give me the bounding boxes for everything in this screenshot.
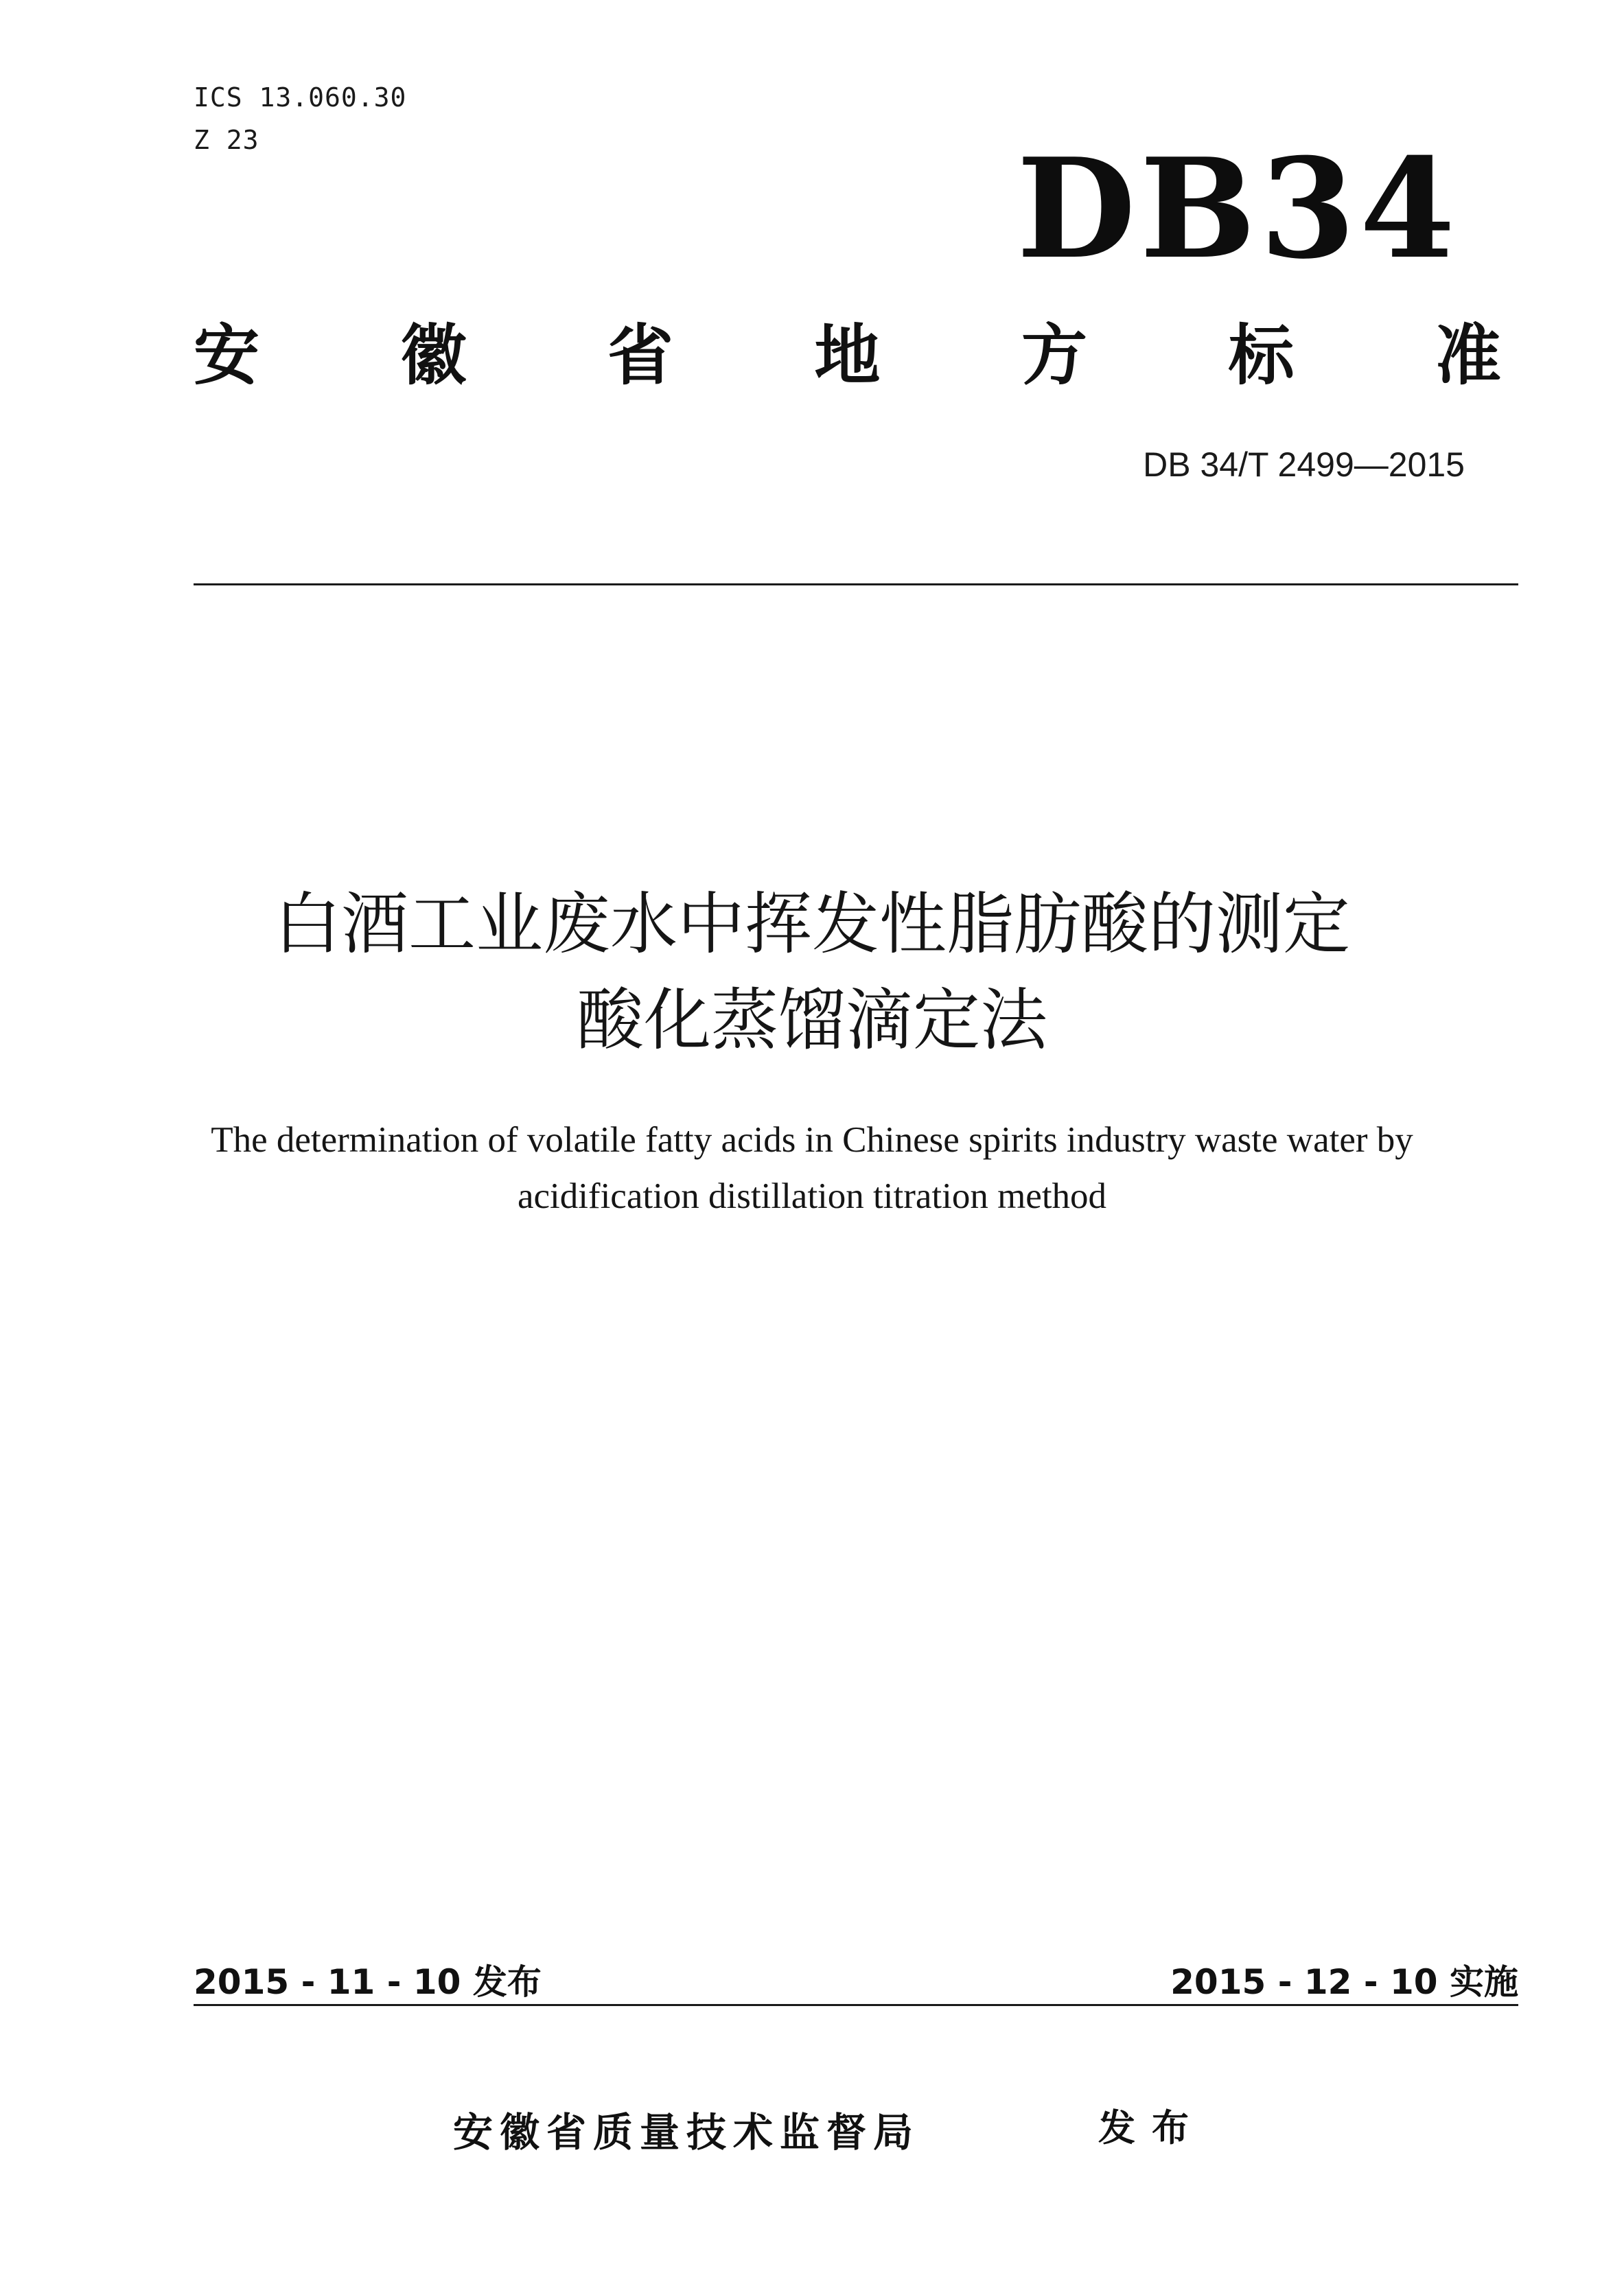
standard-type-char: 安: [194, 317, 259, 394]
footer-divider: [194, 2004, 1518, 2006]
ics-code: ICS 13.060.30: [194, 82, 407, 113]
title-en-line2: acidification distillation titration method: [517, 1176, 1107, 1216]
title-zh-line1: 白酒工业废水中挥发性脂肪酸的测定: [273, 885, 1350, 964]
standard-type-char: 标: [1228, 317, 1295, 394]
publish-label: 发布: [1098, 2106, 1205, 2150]
standard-type-heading: [194, 317, 1501, 394]
db34-logo: DB34: [1017, 128, 1459, 290]
publisher: 安徽省质量技术监督局: [453, 2109, 920, 2156]
standard-type-char: 方: [1021, 317, 1087, 394]
issue-date: 2015 - 11 - 10 发布: [194, 1962, 542, 2002]
standard-type-char: 徽: [400, 317, 467, 394]
standard-type-char: 地: [814, 317, 881, 394]
standard-type-char: 省: [607, 317, 673, 394]
standard-type-char: 准: [1435, 317, 1501, 394]
ccs-code: Z 23: [194, 125, 259, 155]
header-divider: [194, 583, 1518, 585]
standard-number: DB 34/T 2499—2015: [1143, 445, 1465, 484]
title-zh-line2: 酸化蒸馏滴定法: [576, 981, 1047, 1060]
implementation-date: 2015 - 12 - 10 实施: [1170, 1962, 1518, 2002]
title-en-line1: The determination of volatile fatty acids in Chinese spirits industry waste water by: [211, 1120, 1413, 1160]
